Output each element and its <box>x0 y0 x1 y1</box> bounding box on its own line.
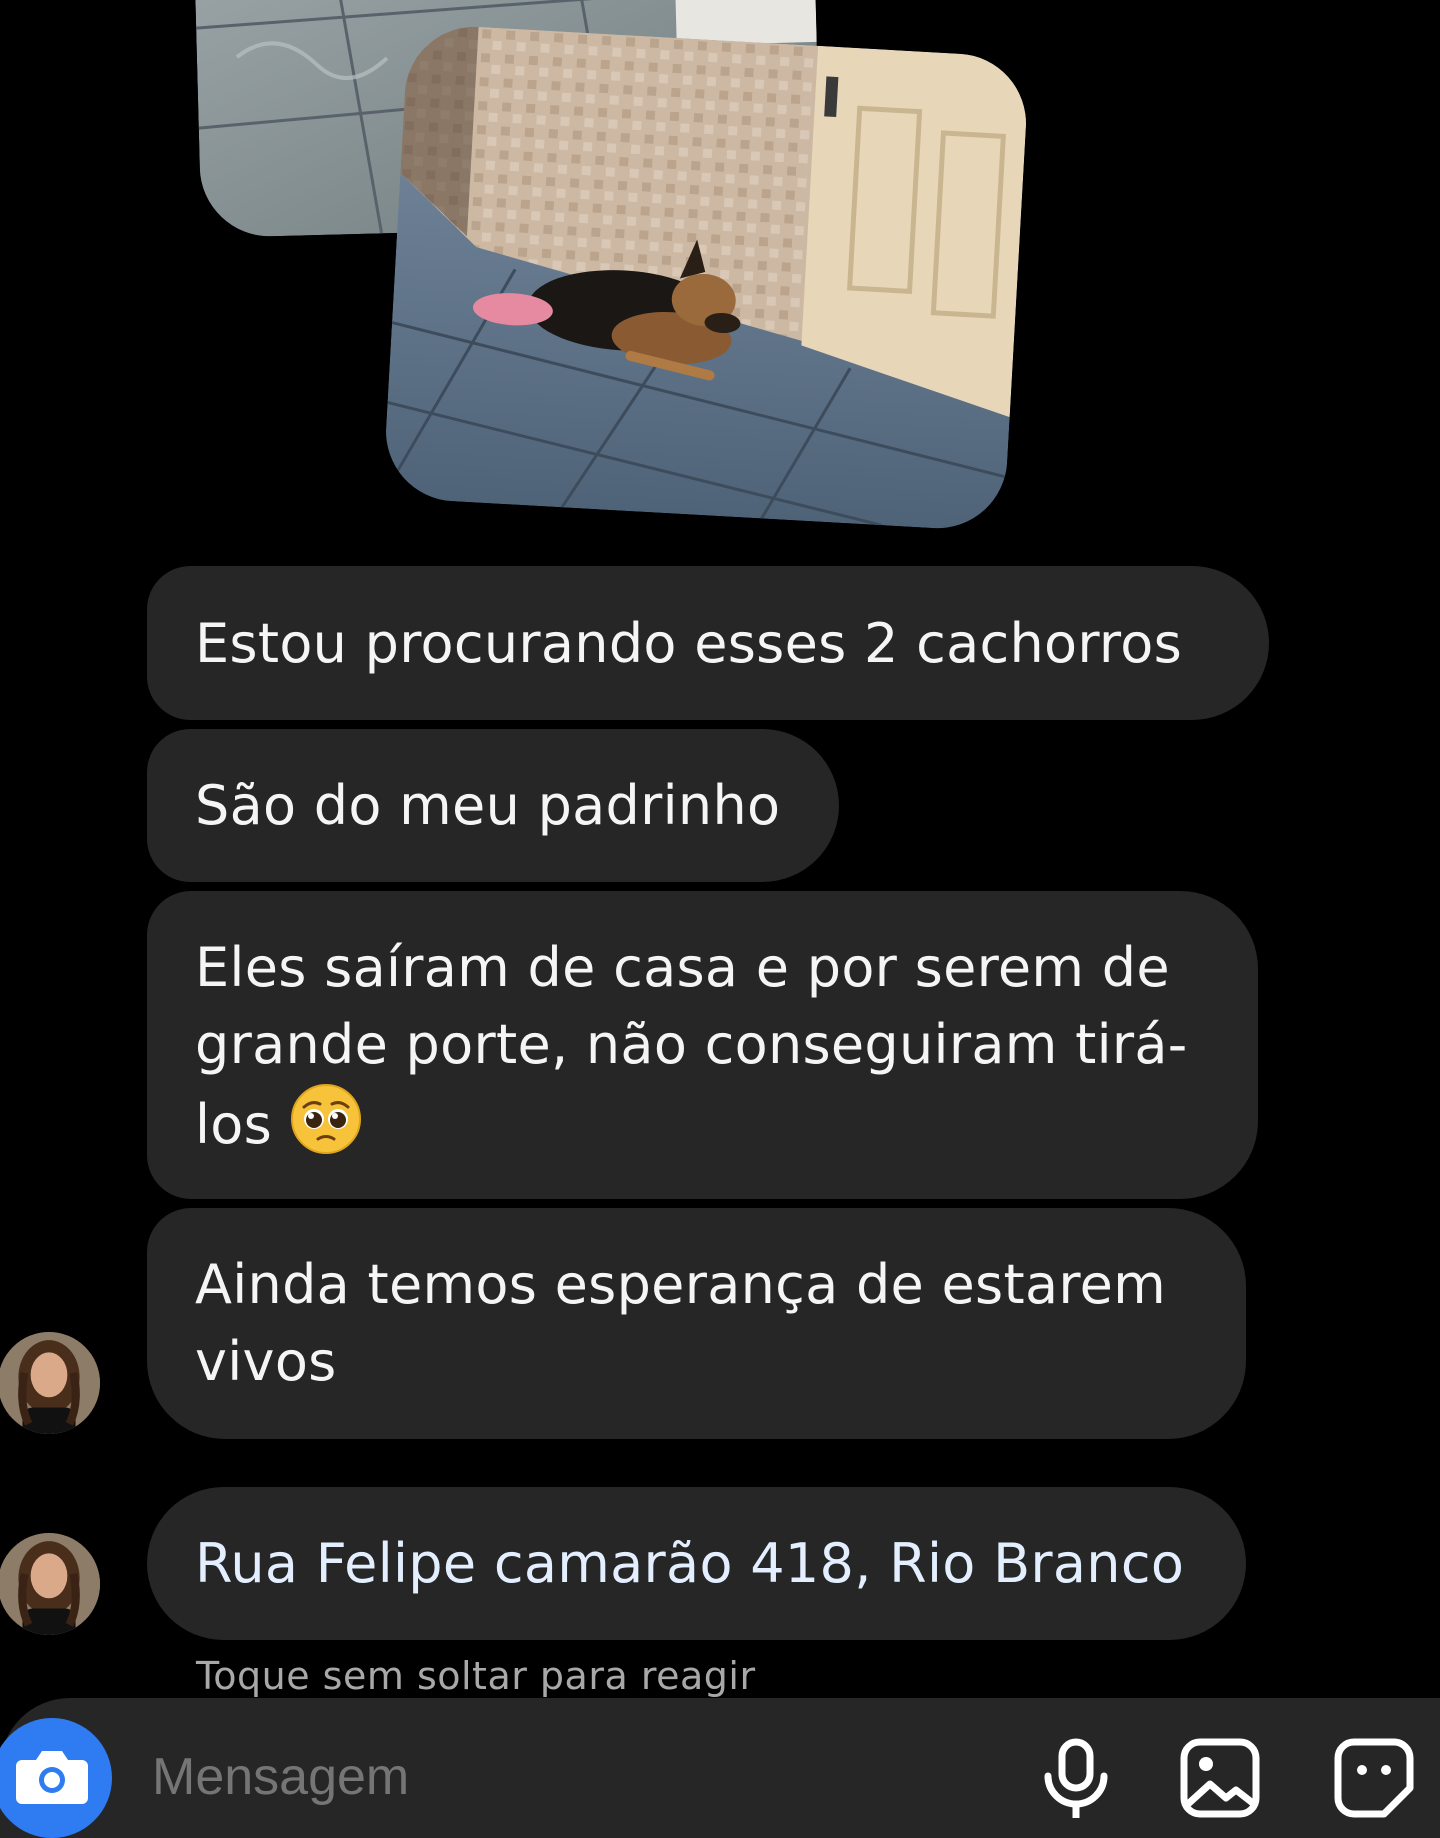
message-bubble[interactable] <box>147 729 839 882</box>
message-bubble[interactable] <box>147 891 1258 1199</box>
shared-photo-dog[interactable] <box>382 23 1030 532</box>
message-line: vivos <box>195 1330 337 1393</box>
gallery-icon[interactable] <box>1180 1738 1260 1818</box>
sticker-icon[interactable] <box>1334 1738 1414 1818</box>
message-composer <box>0 1698 1440 1838</box>
pleading-face-emoji-icon <box>290 1083 362 1155</box>
reaction-hint: Toque sem soltar para reagir <box>196 1654 756 1698</box>
message-line: los <box>195 1093 273 1156</box>
message-text: Estou procurando esses 2 cachorros <box>195 611 1182 675</box>
message-bubble[interactable] <box>147 1208 1246 1439</box>
address-message-bubble[interactable] <box>147 1487 1246 1640</box>
message-input[interactable] <box>150 1746 823 1808</box>
message-text: Rua Felipe camarão 418, Rio Branco <box>195 1532 1185 1595</box>
microphone-icon[interactable] <box>1038 1738 1114 1818</box>
sender-avatar[interactable] <box>0 1533 100 1635</box>
message-line: Eles saíram de casa e por serem de <box>195 936 1170 999</box>
message-line: Ainda temos esperança de estarem <box>195 1253 1167 1316</box>
camera-icon <box>14 1746 90 1806</box>
camera-button[interactable] <box>0 1718 112 1838</box>
sender-avatar[interactable] <box>0 1332 100 1434</box>
message-bubble[interactable] <box>147 566 1269 720</box>
message-line-with-emoji <box>195 1083 1210 1163</box>
message-line: grande porte, não conseguiram tirá- <box>195 1013 1188 1076</box>
message-text: São do meu padrinho <box>195 774 781 837</box>
